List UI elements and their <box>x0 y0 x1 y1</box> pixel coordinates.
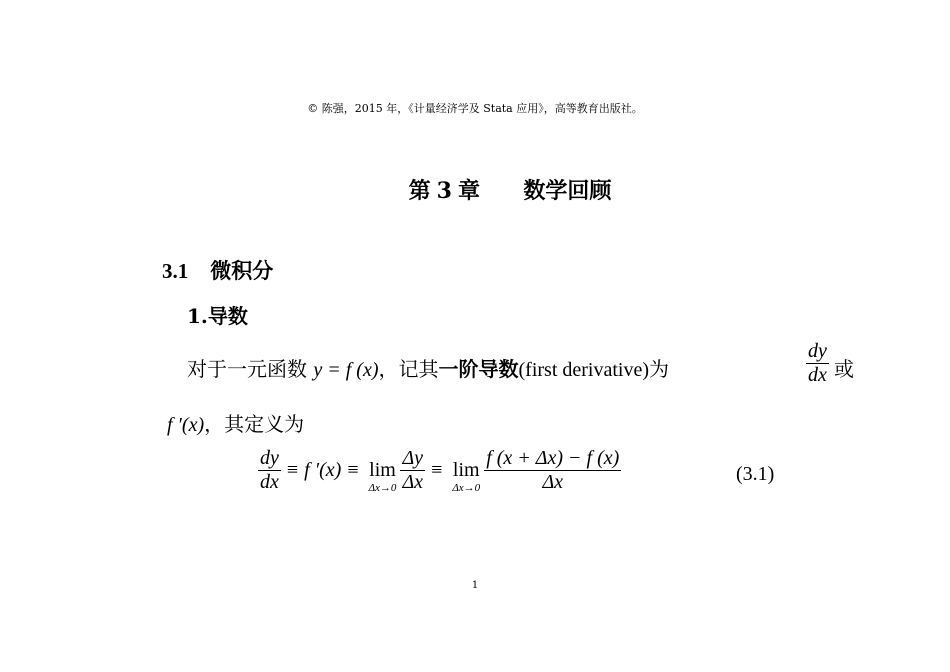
english-term: (first derivative) <box>518 359 649 381</box>
limit-operator <box>452 446 480 494</box>
para1-as: 为 <box>649 357 669 381</box>
eq-difference-denominator: Δx <box>542 470 564 493</box>
subsection-heading: 1.导数 <box>187 304 248 328</box>
eq-ratio-fraction <box>400 447 425 494</box>
eq-difference-numerator: f (x + Δx) − f (x) <box>486 446 620 469</box>
equiv-symbol: ≡ <box>347 458 359 481</box>
inline-frac-numerator: dy <box>808 340 827 362</box>
lim-subscript: Δx→0 <box>452 482 481 494</box>
f-prime-expression: f ′(x) <box>167 414 205 436</box>
section-title: 微积分 <box>210 258 274 283</box>
lim-word: lim <box>452 459 480 481</box>
para1-lead: 对于一元函数 <box>187 357 307 381</box>
section-heading <box>162 255 273 285</box>
copyright-line: © 陈强，2015 年，《计量经济学及 Stata 应用》，高等教育出版社。 <box>307 102 643 115</box>
lim-subscript: Δx→0 <box>368 482 397 494</box>
inline-frac-denominator: dx <box>808 364 827 386</box>
chapter-suffix: 章 <box>457 178 480 204</box>
equiv-symbol: ≡ <box>431 458 443 481</box>
first-derivative-term: 一阶导数 <box>438 357 519 381</box>
page-number: 1 <box>471 580 479 591</box>
eq-lhs-numerator: dy <box>260 446 279 469</box>
section-number: 3.1 <box>162 259 189 283</box>
eq-lhs-fraction <box>258 447 281 494</box>
eq-fprime: f ′(x) <box>304 458 342 481</box>
inline-dy-dx-fraction <box>806 340 829 387</box>
chapter-title: 数学回顾 <box>523 178 612 204</box>
eq-lhs-denominator: dx <box>260 470 279 493</box>
function-expression: y = f (x) <box>313 359 379 381</box>
lim-word: lim <box>369 459 396 481</box>
limit-operator <box>369 446 397 494</box>
chapter-number: 3 <box>436 178 452 204</box>
equation-number: (3.1) <box>736 463 775 485</box>
eq-ratio-numerator: Δy <box>402 446 424 469</box>
para1-or: 或 <box>834 357 854 381</box>
eq-difference-fraction <box>484 447 621 494</box>
paragraph-definition <box>167 408 304 437</box>
eq-ratio-denominator: Δx <box>402 470 424 493</box>
para2-text: ，其定义为 <box>204 412 305 436</box>
para1-mid: ，记其 <box>378 357 439 381</box>
chapter-heading <box>0 174 950 205</box>
paragraph-derivative-intro <box>187 353 669 382</box>
derivative-definition-equation <box>258 446 621 494</box>
equiv-symbol: ≡ <box>286 458 299 481</box>
chapter-prefix: 第 <box>408 178 431 204</box>
